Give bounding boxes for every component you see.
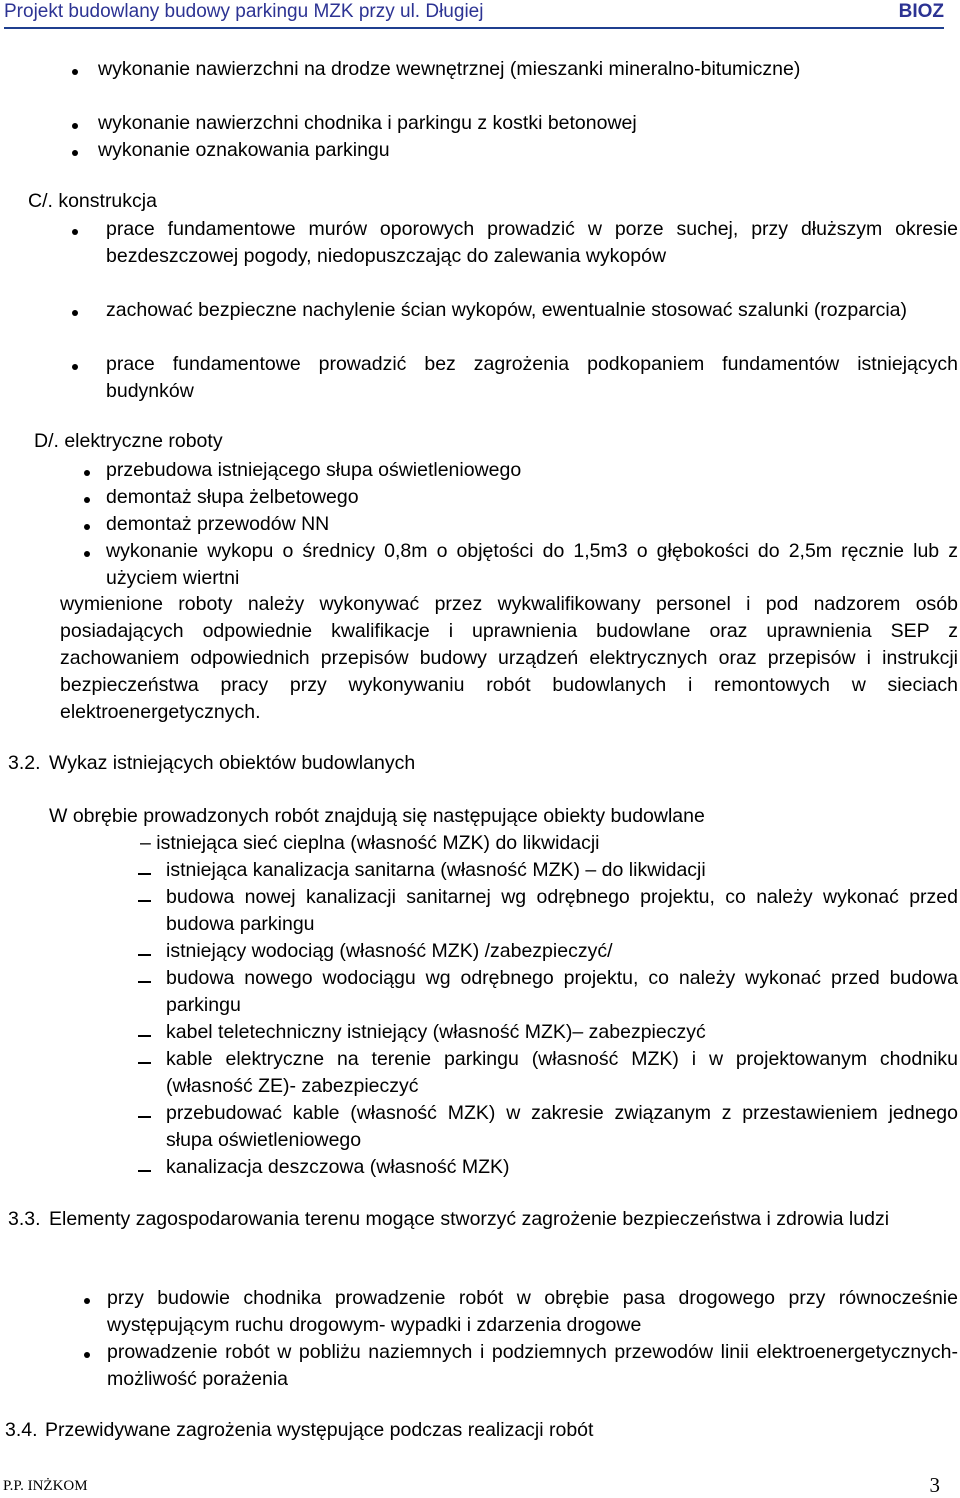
header-section: BIOZ xyxy=(898,1,944,22)
dash xyxy=(138,873,151,875)
list-item: wykonanie oznakowania parkingu xyxy=(98,139,390,161)
list-item: budowa nowego wodociągu wg odrębnego projektu, co należy wykonać przed budowa parkingu xyxy=(166,967,958,1016)
bullet xyxy=(84,524,90,530)
list-item: – istniejąca sieć cieplna (własność MZK) do likwidacji xyxy=(140,832,600,854)
list-item: kable elektryczne na terenie parkingu (własność MZK) i w projektowanym chodniku (własność ZE)- zabezpieczyć xyxy=(166,1048,958,1097)
section-title: Przewidywane zagrożenia występujące podczas realizacji robót xyxy=(45,1419,594,1441)
list-item: wykonanie nawierzchni na drodze wewnętrznej (mieszanki mineralno-bitumiczne) xyxy=(98,58,801,80)
section-heading: D/. elektryczne roboty xyxy=(34,430,223,452)
list-item: budowa nowej kanalizacji sanitarnej wg odrębnego projektu, co należy wykonać przed budowa parkingu xyxy=(166,886,958,935)
list-item: zachować bezpieczne nachylenie ścian wykopów, ewentualnie stosować szalunki (rozparcia) xyxy=(106,299,908,321)
dash xyxy=(138,1170,151,1172)
dash xyxy=(138,1062,151,1064)
section-number: 3.2. xyxy=(8,752,41,774)
list-item: istniejący wodociąg (własność MZK) /zabezpieczyć/ xyxy=(166,940,613,962)
list-item: kanalizacja deszczowa (własność MZK) xyxy=(166,1156,510,1178)
list-item: kabel teletechniczny istniejący (własność MZK)– zabezpieczyć xyxy=(166,1021,706,1043)
bullet xyxy=(84,1352,90,1358)
page-header xyxy=(4,0,944,26)
list-item: istniejąca kanalizacja sanitarna (własność MZK) – do likwidacji xyxy=(166,859,706,881)
dash xyxy=(138,1116,151,1118)
header-title: Projekt budowlany budowy parkingu MZK przy ul. Długiej xyxy=(4,1,484,22)
bullet xyxy=(84,470,90,476)
bullet xyxy=(72,364,78,370)
dash xyxy=(138,981,151,983)
dash xyxy=(138,954,151,956)
list-item: demontaż słupa żelbetowego xyxy=(106,486,359,508)
bullet xyxy=(72,310,78,316)
bullet xyxy=(72,69,78,75)
list-item: prowadzenie robót w pobliżu naziemnych i podziemnych przewodów linii elektroenergetycznych-możliwość porażenia xyxy=(107,1341,958,1390)
dash xyxy=(138,900,151,902)
section-number: 3.3. xyxy=(8,1208,41,1230)
dash xyxy=(138,1035,151,1037)
section-title xyxy=(49,1206,958,1233)
paragraph: wymienione roboty należy wykonywać przez wykwalifikowany personel i pod nadzorem osób posiadających odpowiednie kwalifikacje i uprawnienia budowlane oraz uprawnienia SEP z zachowaniem odpowiednich przepisów budowy urządzeń elektrycznych oraz przepisów i instrukcji bezpieczeństwa pracy przy wykonywaniu robót budowlanych i remontowych w sieciach elektroenergetycznych. xyxy=(60,593,958,723)
bullet xyxy=(84,497,90,503)
section-heading: C/. konstrukcja xyxy=(28,190,157,212)
list-item: przy budowie chodnika prowadzenie robót w obrębie pasa drogowego przy równocześnie występującym ruchu drogowym- wypadki i zdarzenia drogowe xyxy=(107,1287,958,1336)
list-item: prace fundamentowe prowadzić bez zagrożenia podkopaniem fundamentów istniejących budynków xyxy=(106,353,958,402)
list-item: demontaż przewodów NN xyxy=(106,513,330,535)
bullet xyxy=(84,1298,90,1304)
section-title: Wykaz istniejących obiektów budowlanych xyxy=(49,752,416,774)
list-item: wykonanie nawierzchni chodnika i parkingu z kostki betonowej xyxy=(98,112,637,134)
footer-company: P.P. INŻKOM xyxy=(3,1478,88,1494)
section-number: 3.4. xyxy=(5,1419,38,1441)
list-item: prace fundamentowe murów oporowych prowadzić w porze suchej, przy dłuższym okresie bezdeszczowej pogody, niedopuszczając do zalewania wykopów xyxy=(106,218,958,267)
header-rule xyxy=(4,27,944,29)
bullet xyxy=(72,150,78,156)
list-item: przebudować kable (własność MZK) w zakresie związanym z przestawieniem jednego słupa oświetleniowego xyxy=(166,1102,958,1151)
list-item: wykonanie wykopu o średnicy 0,8m o objętości do 1,5m3 o głębokości do 2,5m ręcznie lub z użyciem wiertni xyxy=(106,540,958,589)
intro-text: W obrębie prowadzonych robót znajdują się następujące obiekty budowlane xyxy=(49,805,705,827)
page-number: 3 xyxy=(929,1473,940,1497)
list-item: przebudowa istniejącego słupa oświetleniowego xyxy=(106,459,522,481)
bullet xyxy=(72,229,78,235)
section-title-text: Elementy zagospodarowania terenu mogące stworzyć zagrożenie bezpieczeństwa i zdrowia ludzi xyxy=(49,1208,890,1230)
bullet xyxy=(84,551,90,557)
bullet xyxy=(72,123,78,129)
